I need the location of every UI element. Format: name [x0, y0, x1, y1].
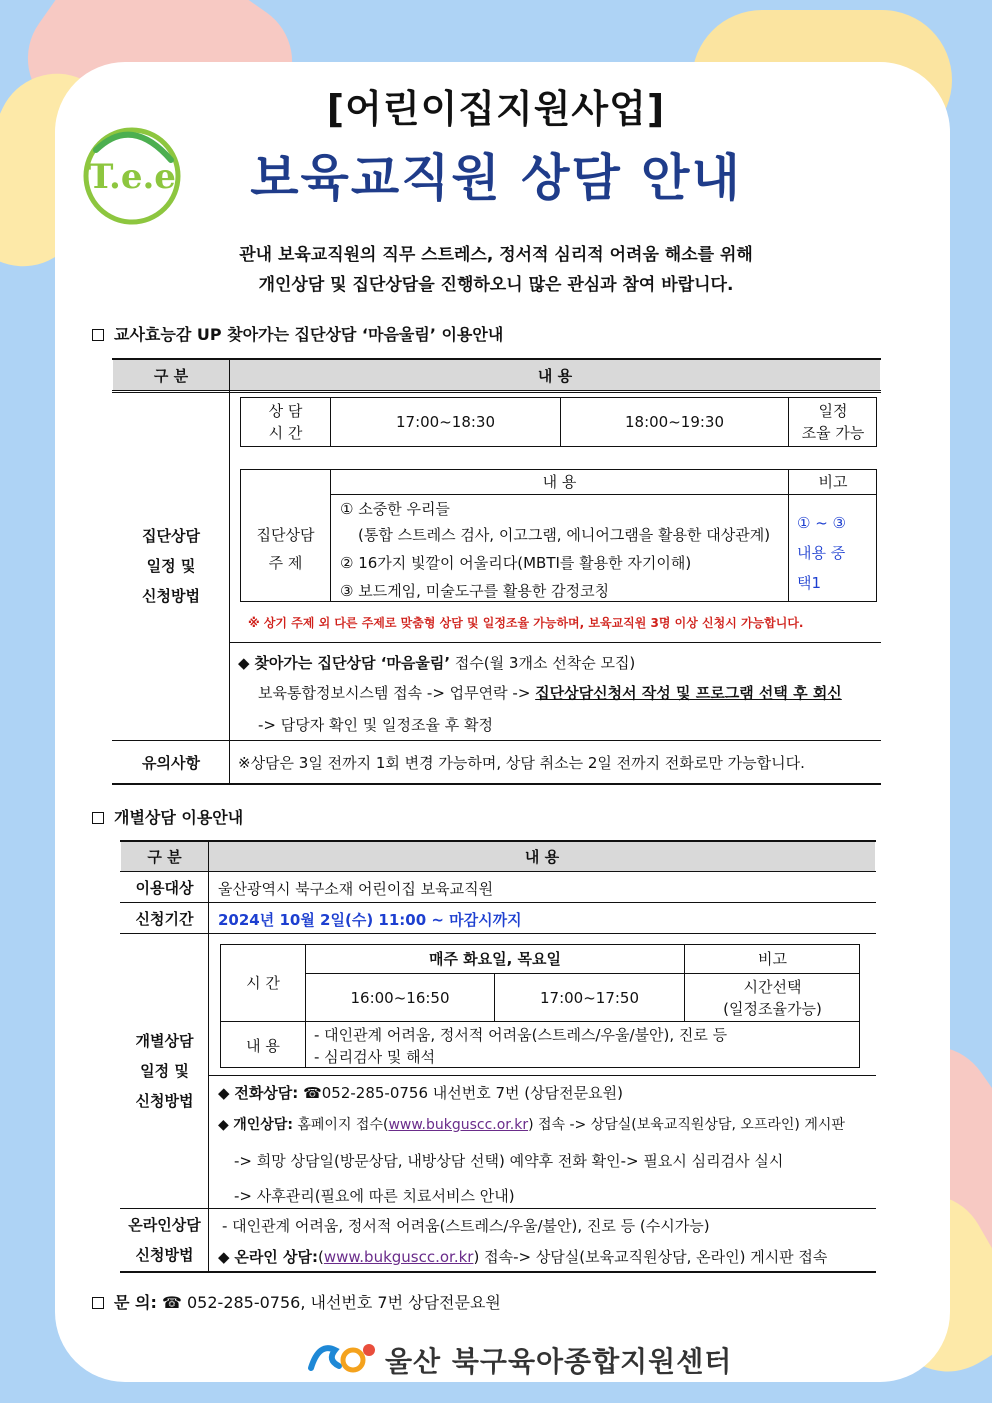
intro-line: 개인상담 및 집단상담을 진행하오니 많은 관심과 참여 바랍니다.: [258, 275, 734, 295]
label-line: 집단상담: [142, 527, 200, 545]
topic-item-sub: (통합 스트레스 검사, 이고그램, 에니어그램을 활용한 대상관계): [358, 526, 771, 544]
bullet-icon: ◆: [218, 1248, 230, 1266]
target-label: 이용대상: [135, 878, 194, 897]
online-label: [121, 1209, 208, 1271]
visit-text: 홈페이지 접수(: [292, 1117, 389, 1133]
checkbox-icon: [92, 329, 104, 341]
apply-emphasis: 집단상담신청서 작성 및 프로그램 선택 후 회신: [535, 684, 842, 702]
col-header-content: 내 용: [537, 366, 573, 385]
label-line: 온라인상담: [128, 1216, 201, 1234]
sched-label: [121, 934, 208, 1208]
section-heading-text: 교사효능감 UP 찾아가는 집단상담 ‘마음울림’ 이용안내: [114, 325, 504, 344]
label-line: 신청방법: [135, 1092, 194, 1110]
label-line: 신청방법: [142, 587, 200, 605]
intro-line: 관내 보육교직원의 직무 스트레스, 정서적 심리적 어려움 해소를 위해: [239, 245, 753, 265]
online-link[interactable]: www.bukguscc.or.kr: [323, 1248, 474, 1266]
visit-line: -> 희망 상담일(방문상담, 내방상담 선택) 예약후 전화 확인-> 필요시 심리검사 실시: [234, 1152, 784, 1170]
title-bracket: [어린이집지원사업]: [326, 87, 666, 131]
checkbox-icon: [92, 1297, 104, 1309]
apply-line: [258, 682, 842, 703]
topic-item: ② 16가지 빛깔이 어울리다(MBTI를 활용한 자기이해): [340, 554, 692, 572]
topic-item: ③ 보드게임, 미술도구를 활용한 감정코칭: [340, 582, 610, 600]
period-value: 2024년 10월 2일(수) 11:00 ~ 마감시까지: [218, 911, 522, 929]
topic-note: [797, 508, 846, 598]
apply-line: [238, 652, 635, 673]
apply-text: 접수(월 3개소 선착순 모집): [450, 654, 636, 672]
label-line: 개별상담: [135, 1032, 194, 1050]
time-slot: 17:00~17:50: [539, 988, 640, 1007]
online-text: (: [318, 1248, 324, 1266]
contact-line: [92, 1290, 501, 1313]
topic-header-content: 내 용: [542, 473, 577, 491]
logo-text: T.e.e: [88, 157, 176, 197]
bullet-icon: ◆: [218, 1084, 230, 1102]
time-note: [685, 974, 860, 1021]
online-text: ) 접속-> 상담실(보육교직원상담, 온라인) 게시판 접속: [473, 1248, 828, 1266]
online-title: 온라인 상담:: [234, 1248, 318, 1266]
online-line: [218, 1246, 827, 1267]
time-label: [241, 397, 330, 447]
topic-item: ① 소중한 우리들: [340, 500, 450, 518]
time-label: 시 간: [246, 974, 280, 992]
caution-text: ※상담은 3일 전까지 1회 변경 가능하며, 상담 취소는 2일 전까지 전화로만 가능합니다.: [238, 754, 805, 772]
phone-title: 전화상담:: [234, 1084, 299, 1102]
time-note: [789, 397, 877, 447]
visit-line: [218, 1114, 845, 1134]
topic-header-note: 비고: [818, 473, 848, 491]
contact-text: ☎ 052-285-0756, 내선번호 7번 상담전문요원: [161, 1293, 501, 1312]
label-line: 집단상담: [256, 525, 315, 544]
label-line: 상 담: [268, 402, 303, 420]
note-line: 내용 중: [797, 544, 846, 562]
label-line: 일정 및: [146, 557, 196, 575]
content-item: - 대인관계 어려움, 정서적 어려움(스트레스/우울/불안), 진로 등: [314, 1026, 728, 1044]
page-title: 보육교직원 상담 안내: [250, 149, 742, 207]
col-header-category: 구 분: [147, 848, 182, 866]
center-logo-icon: [305, 1336, 379, 1380]
label-line: 주 제: [268, 553, 303, 572]
note-line: 시간선택: [743, 977, 802, 996]
checkbox-icon: [92, 812, 104, 824]
bullet-icon: ◆: [238, 654, 250, 672]
org-name: 울산 북구육아종합지원센터: [385, 1345, 733, 1378]
content-item: - 심리검사 및 해석: [314, 1048, 436, 1066]
col-header-content: 내 용: [524, 848, 560, 866]
phone-line: [218, 1082, 623, 1103]
visit-text: ) 접속 -> 상담실(보육교직원상담, 오프라인) 게시판: [528, 1117, 845, 1133]
topic-label: [241, 495, 330, 602]
note-line: 일정: [818, 402, 848, 420]
visit-title: 개인상담:: [233, 1117, 293, 1133]
apply-text: 보육통합정보시스템 접속 -> 업무연락 ->: [258, 684, 536, 702]
note-line: ① ~ ③: [797, 514, 846, 532]
note-header: 비고: [758, 950, 787, 968]
time-slot: 16:00~16:50: [350, 988, 450, 1007]
apply-line: -> 담당자 확인 및 일정조율 후 확정: [258, 716, 493, 734]
section-heading-text: 개별상담 이용안내: [114, 808, 244, 827]
col-header-category: 구 분: [153, 366, 189, 385]
apply-title: 찾아가는 집단상담 ‘마음울림’: [254, 654, 451, 672]
bullet-icon: ◆: [218, 1117, 229, 1133]
notice-text: ※ 상기 주제 외 다른 주제로 맞춤형 상담 및 일정조율 가능하며, 보육교직원 3명 이상 신청시 가능합니다.: [248, 616, 804, 630]
online-line: - 대인관계 어려움, 정서적 어려움(스트레스/우울/불안), 진로 등 (수시가능): [222, 1217, 710, 1235]
content-label: 내 용: [246, 1036, 280, 1055]
section-heading-individual: [92, 805, 243, 828]
intro: [0, 240, 992, 300]
visit-line: -> 사후관리(필요에 따른 치료서비스 안내): [234, 1187, 515, 1205]
note-line: 택1: [797, 574, 822, 592]
phone-text: ☎052-285-0756 내선번호 7번 (상담전문요원): [298, 1084, 623, 1102]
period-label: 신청기간: [135, 909, 194, 928]
contact-label: 문 의:: [114, 1293, 157, 1312]
note-line: 조율 가능: [801, 424, 865, 442]
time-slot: 17:00~18:30: [395, 413, 496, 431]
note-line: (일정조율가능): [723, 999, 822, 1018]
label-line: 신청방법: [135, 1246, 194, 1264]
row-label-group: [113, 392, 229, 740]
homepage-link[interactable]: www.bukguscc.or.kr: [388, 1117, 529, 1133]
target-value: 울산광역시 북구소재 어린이집 보육교직원: [218, 880, 494, 898]
caution-label: 유의사항: [142, 753, 200, 772]
label-line: 일정 및: [140, 1062, 189, 1080]
time-slot: 18:00~19:30: [624, 413, 725, 431]
days-header: 매주 화요일, 목요일: [428, 950, 562, 968]
label-line: 시 간: [268, 424, 303, 442]
section-heading-group: [92, 322, 503, 345]
